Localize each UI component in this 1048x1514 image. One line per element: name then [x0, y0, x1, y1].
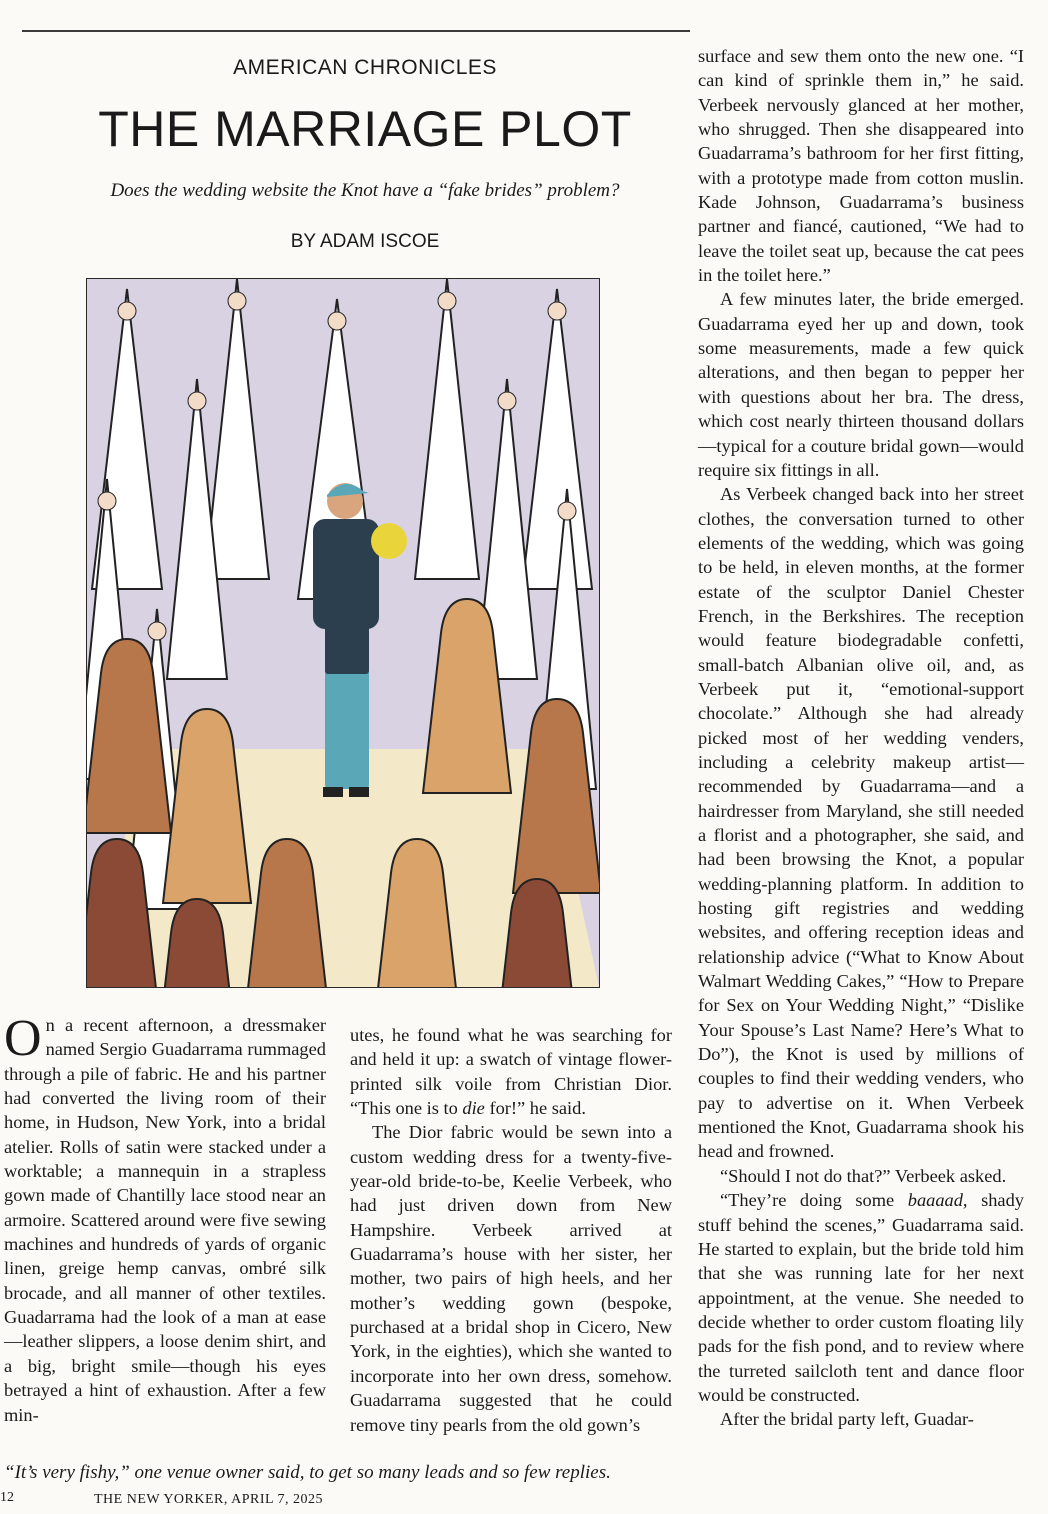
page-footer — [0, 1490, 600, 1514]
body-column-2 — [350, 1023, 672, 1437]
body-paragraph — [4, 1010, 326, 1427]
drop-cap: O — [4, 1010, 42, 1067]
paragraph-text: , shady stuff behind the scenes,” Guadarrama said. He started to explain, but the bride told him that she was running late for her next appointment, at the venue. She needed to decide whether to order custom floating lily pads for the fish pond, and to review where the turreted sailcloth tent and dance floor would be constructed. — [698, 1190, 1024, 1405]
paragraph-text: n a recent afternoon, a dressmaker named Sergio Guadarrama rummaged through a pile of fabric. He and his partner had converted the living room of their home, in Hudson, New York, into a bridal atelier. Rolls of satin were stacked under a worktable; a mannequin in a strapless gown made of Chantilly lace stood near an armoire. Scattered around were five sewing machines and hundreds of yards of organic linen, greige hemp canvas, ombré silk brocade, and all manner of other textiles. Guadarrama had the look of a man at ease—leather slippers, a loose denim shirt, and a big, bright smile—though his eyes betrayed a hint of exhaustion. After a few min- — [4, 1015, 326, 1425]
illustration — [86, 278, 600, 988]
body-paragraph: A few minutes later, the bride emerged. Guadarrama eyed her up and down, took some measurements, made a few quick alterations, and then began to pepper her with questions about her bra. The dress, which cost nearly thirteen thousand dollars—typical for a couture bridal gown—would require six fittings in all. — [698, 289, 1024, 480]
paragraph-text: for!” he said. — [484, 1098, 586, 1119]
body-paragraph: surface and sew them onto the new one. “I can kind of sprinkle them in,” he said. Verbeek nervously glanced at her mother, who shrugged. Then she disappeared into Guadarrama’s bathroom for her first fitting, with a prototype made from cotton muslin. Kade Johnson, Guadarrama’s business partner and fiancé, cautioned, “We had to leave the toilet seat up, because the cat pees in the toilet here.” — [698, 46, 1024, 286]
rubric: AMERICAN CHRONICLES — [233, 56, 497, 79]
body-paragraph — [350, 1023, 672, 1120]
body-column-1 — [4, 1010, 326, 1427]
pull-quote: “It’s very fishy,” one venue owner said, to get so many leads and so few replies. — [4, 1462, 611, 1483]
top-rule — [22, 30, 690, 32]
body-paragraph: The Dior fabric would be sewn into a custom wedding dress for a twenty-five-year-old bride-to-be, Keelie Verbeek, who had just driven down from New Hampshire. Verbeek arrived at Guadarrama’s house with her sister, her mother, two pairs of high heels, and her mother’s wedding gown (bespoke, purchased at a bridal shop in Cicero, New York, in the eighties), which she wanted to incorporate into her own dress, somehow. Guadarrama suggested that he could remove tiny pearls from the old gown’s — [350, 1122, 672, 1435]
body-paragraph — [698, 1188, 1024, 1407]
magazine-folio: THE NEW YORKER, APRIL 7, 2025 — [94, 1492, 324, 1507]
brides-illustration-icon — [87, 279, 599, 987]
body-paragraph: After the bridal party left, Guadar- — [720, 1409, 974, 1430]
dek: Does the wedding website the Knot have a “fake brides” problem? — [110, 180, 620, 201]
body-paragraph: “Should I not do that?” Verbeek asked. — [720, 1165, 1007, 1186]
body-paragraph: As Verbeek changed back into her street clothes, the conversation turned to other elements of the wedding, which was going to be held, in eleven months, at the former estate of the sculptor Daniel Chester French, in the Berkshires. The reception would feature biodegradable confetti, small-batch Albanian olive oil, and, as Verbeek put it, “emotional-support chocolate.” Although she had already picked most of her wedding venders, including a celebrity makeup artist—recommended by Guadarrama—and a hairdresser from Maryland, she still needed a florist and a photographer, she said, and had been browsing the Knot, a popular wedding-planning platform. In addition to hosting gift registries and wedding websites, and offering reception ideas and relationship advice (“What to Know About Walmart Wedding Cakes,” “How to Prepare for Sex on Your Wedding Night,” “Dislike Your Spouse’s Last Name? Here’s What to Do”), the Knot is used by millions of couples to find their wedding venders, who pay to advertise on it. When Verbeek mentioned the Knot, Guadarrama shook his head and frowned. — [698, 484, 1024, 1162]
page-number: 12 — [0, 1490, 14, 1505]
emphasis-text: die — [462, 1098, 485, 1119]
paragraph-text: “They’re doing some — [720, 1190, 908, 1211]
body-column-3 — [698, 44, 1024, 1432]
emphasis-text: baaaad — [907, 1190, 963, 1211]
paragraph-text: utes, he found what he was searching for and held it up: a swatch of vintage flower-printed silk voile from Christian Dior. “This one is to — [350, 1025, 672, 1119]
headline: THE MARRIAGE PLOT — [98, 101, 632, 157]
byline: BY ADAM ISCOE — [290, 231, 440, 252]
